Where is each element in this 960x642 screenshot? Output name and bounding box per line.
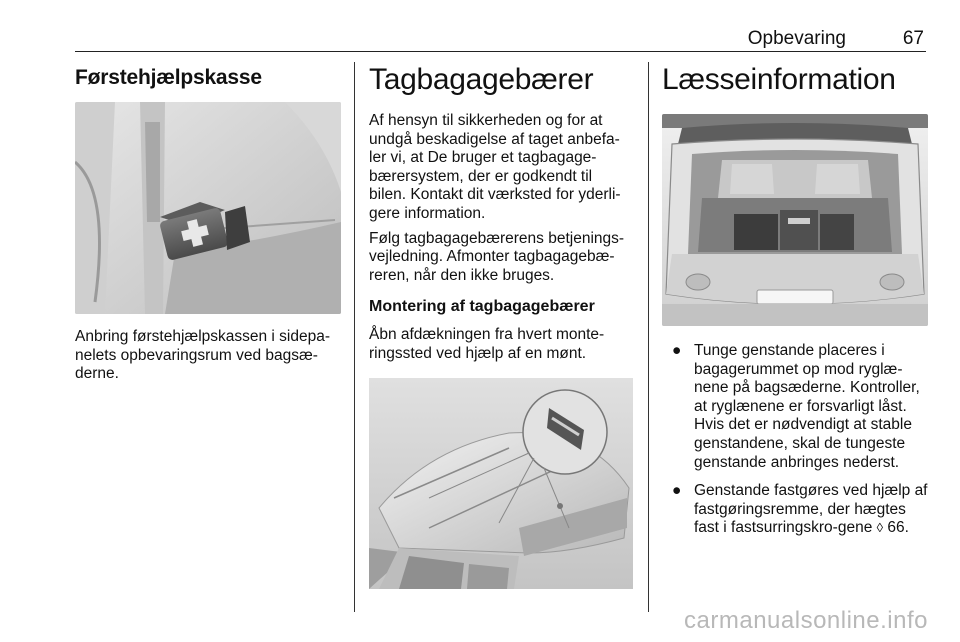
first-aid-caption: Anbring førstehjælpskassen i sidepa-nelets opbevaringsrum ved bagsæ-derne.: [75, 328, 331, 383]
roof-rack-para-2: Følg tagbagagebærerens betjenings-vejledning. Afmonter tagbagagebæ-reren, når den ikke bruges.: [369, 229, 625, 284]
loading-info-heading: Læsseinformation: [662, 63, 896, 96]
roof-rack-para-3: Åbn afdækningen fra hvert monte-ringssted ved hjælp af en mønt.: [369, 326, 605, 362]
header-title: Opbevaring: [747, 28, 846, 49]
roof-rack-image: [369, 378, 633, 589]
page-reference-icon: ◊: [876, 520, 884, 536]
list-item: [662, 482, 928, 538]
bullet-icon: ●: [672, 342, 682, 359]
bullet-icon: ●: [672, 482, 682, 500]
bullet-text: Tunge genstande placeres i bagagerummet op mod ryglæ-nene på bagsæderne. Kontroller, at ryglænene er forsvarligt låst. Hvis det er nødvendigt at stable genstandene, skal de tungeste genstande anbringes nederst.: [694, 342, 920, 471]
page-number: 67: [902, 28, 924, 49]
loading-info-list: [662, 342, 928, 538]
column-divider-1: [354, 62, 355, 612]
page-header: [75, 26, 926, 52]
roof-rack-section: [369, 62, 633, 589]
first-aid-kit-image: [75, 102, 341, 314]
first-aid-section: [75, 62, 341, 384]
watermark: carmanualsonline.info: [684, 607, 928, 634]
page-reference[interactable]: 66.: [887, 519, 909, 537]
trunk-loading-image: [662, 114, 928, 326]
roof-rack-heading: Tagbagagebærer: [369, 63, 594, 96]
roof-rack-para-1: Af hensyn til sikkerheden og for at undgå beskadigelse af taget anbefa-ler vi, at De bruger et tagbagage-bærersystem, der er godkendt til bilen. Kontakt dit værksted for yderli-gere information.: [369, 112, 621, 222]
loading-info-section: [662, 62, 928, 548]
column-divider-2: [648, 62, 649, 612]
roof-rack-subheading: Montering af tagbagagebærer: [369, 298, 595, 316]
list-item: [662, 342, 928, 472]
bullet-text: Genstande fastgøres ved hjælp af fastgøringsremme, der hægtes fast i fastsurringskro-gene: [694, 482, 928, 537]
first-aid-heading: Førstehjælpskasse: [75, 66, 262, 89]
